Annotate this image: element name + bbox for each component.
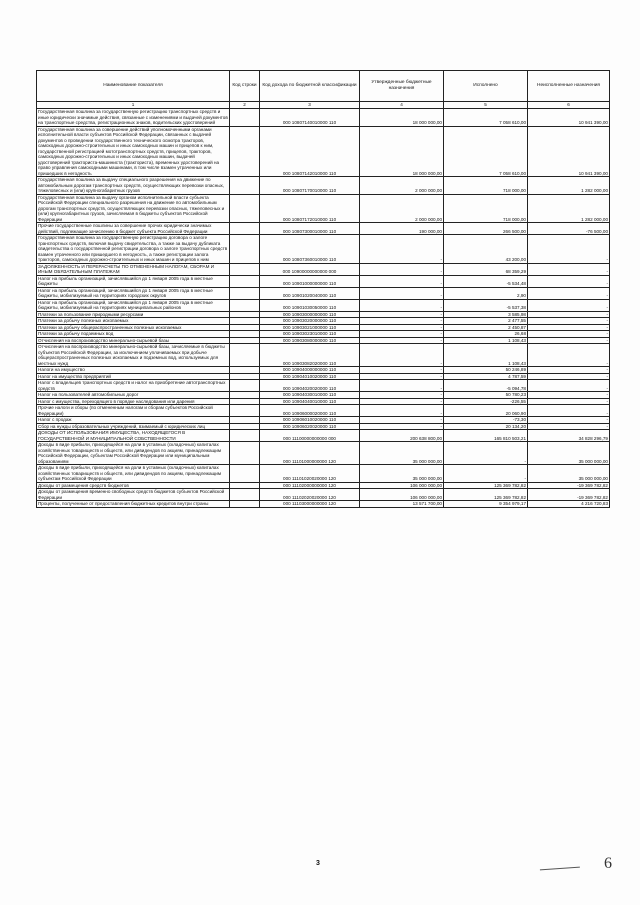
row-name: Сбор на нужды образовательных учреждений, взимаемый с юридических лиц <box>37 423 230 430</box>
row-approved: - <box>360 367 444 374</box>
row-unexecuted: - <box>528 324 610 331</box>
row-budget-code: 000 10807142010000 110 <box>260 126 360 177</box>
table-row <box>37 489 610 501</box>
row-executed: 125 369 782,82 <box>444 482 528 489</box>
row-approved: - <box>360 392 444 399</box>
row-unexecuted: - <box>528 263 610 275</box>
table-row <box>37 275 610 287</box>
row-executed: 1 108,43 <box>444 344 528 367</box>
row-name: Платежи за добычу подземных вод <box>37 331 230 338</box>
row-line-code <box>230 430 260 442</box>
row-executed: - <box>444 465 528 483</box>
table-row <box>37 380 610 392</box>
table-row <box>37 337 610 344</box>
row-budget-code: 000 10904000000000 110 <box>260 367 360 374</box>
row-line-code <box>230 223 260 235</box>
row-unexecuted: -19 369 782,82 <box>528 482 610 489</box>
row-line-code <box>230 380 260 392</box>
row-approved: - <box>360 263 444 275</box>
row-budget-code: 000 10903082020000 110 <box>260 344 360 367</box>
row-approved: 35 000 000,00 <box>360 442 444 465</box>
row-budget-code: 000 10901020040000 110 <box>260 287 360 299</box>
row-name: Государственная пошлина за государственную регистрацию транспортных средств и иные юридически значимые действия, связанные с изменениями и выдачей документов на транспортные средства, регистрационных знаков, водительских удостоверений <box>38 109 228 125</box>
handwritten-mark: 6 <box>604 855 612 872</box>
row-unexecuted: 1 282 000,00 <box>528 177 610 195</box>
row-executed: -226,55 <box>444 398 528 405</box>
row-unexecuted: -19 369 782,82 <box>528 489 610 501</box>
column-index: 2 <box>230 102 260 109</box>
row-unexecuted: - <box>528 423 610 430</box>
row-approved: - <box>360 235 444 264</box>
row-budget-code: 000 10807170010000 110 <box>260 177 360 195</box>
table-row <box>37 311 610 318</box>
row-budget-code: 000 11101020020000 120 <box>260 465 360 483</box>
row-budget-code: 000 10906020020000 110 <box>260 423 360 430</box>
row-budget-code: 000 10904030010000 110 <box>260 392 360 399</box>
header-line-code: Код строки <box>230 71 260 102</box>
budget-table <box>36 70 610 508</box>
row-unexecuted: - <box>528 337 610 344</box>
row-line-code <box>230 275 260 287</box>
row-budget-code: 000 11101000000000 120 <box>260 442 360 465</box>
column-index: 1 <box>37 102 230 109</box>
row-approved: - <box>360 287 444 299</box>
row-budget-code: 000 11100000000000 000 <box>260 430 360 442</box>
column-index: 3 <box>260 102 360 109</box>
row-approved: 190 000,00 <box>360 223 444 235</box>
row-executed: 50 246,89 <box>444 367 528 374</box>
row-executed: -5 094,78 <box>444 380 528 392</box>
row-budget-code: 000 10807140010000 110 <box>260 109 360 127</box>
row-name: Налог на прибыль организаций, зачислявшийся до 1 января 2005 года в местные бюджеты <box>37 275 230 287</box>
row-name: Государственная пошлина за государственную регистрацию договора о залоге транспортных средств, включая выдачу свидетельства, а также за выдачу дубликата свидетельства о государственной регистрации договора о залоге транспортных средств взамен утраченного или пришедшего в негодность, а также регистрации залога тракторов, самоходных дорожно-строительных и иных машин и прицепов к ним <box>37 235 230 264</box>
row-name: ДОХОДЫ ОТ ИСПОЛЬЗОВАНИЯ ИМУЩЕСТВА, НАХОДЯЩЕГОСЯ В ГОСУДАРСТВЕННОЙ И МУНИЦИПАЛЬНОЙ СОБСТВЕННОСТИ <box>37 430 230 442</box>
row-unexecuted: - <box>528 380 610 392</box>
row-approved: - <box>360 331 444 338</box>
row-approved: 2 000 000,00 <box>360 194 444 223</box>
row-unexecuted: - <box>528 287 610 299</box>
row-approved: - <box>360 380 444 392</box>
row-name: Проценты, полученные от предоставления бюджетных кредитов внутри страны <box>37 501 230 508</box>
row-unexecuted: 4 216 720,83 <box>528 501 610 508</box>
row-line-code <box>230 405 260 417</box>
row-budget-code: 000 11103000000000 120 <box>260 501 360 508</box>
row-approved: - <box>360 299 444 311</box>
table-row <box>37 324 610 331</box>
row-line-code <box>230 465 260 483</box>
row-unexecuted: 10 941 390,00 <box>528 126 610 177</box>
row-executed: 2 450,87 <box>444 324 528 331</box>
table-row <box>37 318 610 325</box>
row-unexecuted: - <box>528 318 610 325</box>
row-approved: - <box>360 398 444 405</box>
row-approved: 106 000 000,00 <box>360 489 444 501</box>
row-line-code <box>230 299 260 311</box>
row-executed: 20 134,20 <box>444 423 528 430</box>
row-name: Налог на прибыль организаций, зачислявшийся до 1 января 2005 года в местные бюджеты, мобилизуемый на территориях муниципальных районов <box>37 299 230 311</box>
row-approved: - <box>360 405 444 417</box>
row-approved: 2 000 000,00 <box>360 177 444 195</box>
row-approved: 18 000 000,00 <box>360 126 444 177</box>
row-line-code <box>230 109 260 127</box>
row-unexecuted: - <box>528 398 610 405</box>
row-executed: 266 500,00 <box>444 223 528 235</box>
row-approved: 200 638 800,00 <box>360 430 444 442</box>
row-approved: - <box>360 318 444 325</box>
row-executed: 7 058 610,00 <box>444 126 528 177</box>
row-name: Налог с продаж <box>37 417 230 424</box>
row-budget-code: 000 10807172010000 110 <box>260 194 360 223</box>
row-executed: 2,90 <box>444 287 528 299</box>
header-executed: Исполнено <box>444 71 528 102</box>
header-approved: Утвержденные бюджетные назначения <box>360 71 444 102</box>
row-unexecuted: - <box>528 299 610 311</box>
row-budget-code: 000 10807360010000 110 <box>260 235 360 264</box>
row-name: Платежи за добычу общераспространенных полезных ископаемых <box>37 324 230 331</box>
row-approved: 18 000 000,00 <box>360 109 444 127</box>
row-unexecuted: 34 828 296,79 <box>528 430 610 442</box>
row-budget-code: 000 11102020020000 120 <box>260 489 360 501</box>
row-line-code <box>230 235 260 264</box>
row-unexecuted: - <box>528 373 610 380</box>
row-approved: - <box>360 311 444 318</box>
row-budget-code: 000 11102000000000 120 <box>260 482 360 489</box>
row-unexecuted: - <box>528 392 610 399</box>
row-executed: -73,30 <box>444 417 528 424</box>
row-approved: - <box>360 423 444 430</box>
row-name: Отчисления на воспроизводство минерально-сырьевой базы <box>37 337 230 344</box>
header-budget-code: Код дохода по бюджетной классификации <box>260 71 360 102</box>
row-line-code <box>230 177 260 195</box>
table-row <box>37 392 610 399</box>
row-unexecuted: - <box>528 405 610 417</box>
row-unexecuted: - <box>528 344 610 367</box>
row-name: Налог на прибыль организаций, зачислявшийся до 1 января 2005 года в местные бюджеты, мобилизуемый на территориях городских округов <box>37 287 230 299</box>
row-budget-code: 000 10901000000000 110 <box>260 275 360 287</box>
row-name: Платежи за добычу полезных ископаемых <box>37 318 230 325</box>
row-executed: 7 058 610,00 <box>444 109 528 127</box>
row-approved: - <box>360 337 444 344</box>
row-approved: 13 571 700,00 <box>360 501 444 508</box>
row-executed: 20 060,90 <box>444 405 528 417</box>
header-unexecuted: Неисполненные назначения <box>528 71 610 102</box>
row-unexecuted: - <box>528 331 610 338</box>
table-row <box>37 109 610 127</box>
table-row <box>37 398 610 405</box>
row-unexecuted: - <box>528 311 610 318</box>
row-budget-code: 000 10904040010000 110 <box>260 398 360 405</box>
row-name: Налог с имущества, переходящего в порядке наследования или дарения <box>37 398 230 405</box>
column-index: 4 <box>360 102 444 109</box>
row-budget-code: 000 10903080000000 110 <box>260 337 360 344</box>
table-row <box>37 482 610 489</box>
row-name: Налоги на имущество <box>37 367 230 374</box>
row-name: Платежи за пользование природными ресурсами <box>37 311 230 318</box>
row-executed: 68 359,29 <box>444 263 528 275</box>
row-executed: 9 354 979,17 <box>444 501 528 508</box>
row-approved: - <box>360 344 444 367</box>
row-unexecuted: - <box>528 367 610 374</box>
row-unexecuted: - <box>528 417 610 424</box>
row-executed: 4 787,59 <box>444 373 528 380</box>
row-executed: 165 810 503,21 <box>444 430 528 442</box>
table-row <box>37 465 610 483</box>
table-row <box>37 126 610 177</box>
row-approved: 106 000 000,00 <box>360 482 444 489</box>
row-executed: 3 585,98 <box>444 311 528 318</box>
row-line-code <box>230 287 260 299</box>
row-executed: 125 369 782,82 <box>444 489 528 501</box>
row-budget-code: 000 10906010020000 110 <box>260 417 360 424</box>
row-line-code <box>230 344 260 367</box>
row-budget-code: 000 10903023010000 110 <box>260 331 360 338</box>
row-budget-code: 000 10900000000000 000 <box>260 263 360 275</box>
signature-stroke <box>540 867 580 874</box>
row-approved: - <box>360 275 444 287</box>
row-approved: - <box>360 417 444 424</box>
row-executed: 718 000,00 <box>444 194 528 223</box>
row-name: Прочие налоги и сборы (по отмененным налогам и сборам субъектов Российской Федерации) <box>37 405 230 417</box>
row-executed: 50 780,23 <box>444 392 528 399</box>
row-executed: -5 537,38 <box>444 299 528 311</box>
table-row <box>37 501 610 508</box>
row-approved: - <box>360 324 444 331</box>
row-name: Государственная пошлина за совершение действий уполномоченными органами исполнительной власти субъектов Российской Федерации, связанных с выдачей документов о проведении государственного технического осмотра тракторов, самоходных дорожно-строительных и иных самоходных машин и прицепов к ним, государственной регистрацией мототранспортных средств, прицепов, тракторов, самоходных дорожно-строительных и иных самоходных машин, выдачей удостоверений тракториста-машиниста (тракториста), временных удостоверений на право управления самоходными машинами, в том числе взамен утраченных или пришедших в негодность <box>37 126 230 177</box>
table-row <box>37 263 610 275</box>
row-approved: 35 000 000,00 <box>360 465 444 483</box>
row-name: Доходы в виде прибыли, приходящейся на доли в уставных (складочных) капиталах хозяйственных товариществ и обществ, или дивидендов по акциям, принадлежащим Российской Федерации, субъектам Российской Федерации или муниципальным образованиям <box>37 442 230 465</box>
row-name: ЗАДОЛЖЕННОСТЬ И ПЕРЕРАСЧЕТЫ ПО ОТМЕНЕННЫМ НАЛОГАМ, СБОРАМ И ИНЫМ ОБЯЗАТЕЛЬНЫМ ПЛАТЕЖАМ <box>37 263 230 275</box>
row-name: Доходы от размещения временно свободных средств бюджетов субъектов Российской Федерации <box>37 489 230 501</box>
table-row <box>37 423 610 430</box>
row-budget-code: 000 10901030050000 110 <box>260 299 360 311</box>
row-budget-code: 000 10903021000000 110 <box>260 324 360 331</box>
column-index-row <box>37 102 610 109</box>
row-name: Доходы в виде прибыли, приходящейся на доли в уставных (складочных) капиталах хозяйственных товариществ и обществ, или дивидендов по акциям, принадлежащим субъектам Российской Федерации <box>37 465 230 483</box>
row-unexecuted: 35 000 000,00 <box>528 442 610 465</box>
row-executed: -5 534,48 <box>444 275 528 287</box>
table-row <box>37 299 610 311</box>
row-executed: 43 200,00 <box>444 235 528 264</box>
row-unexecuted: 1 282 000,00 <box>528 194 610 223</box>
row-unexecuted: - <box>528 275 610 287</box>
row-budget-code: 000 10807300010000 110 <box>260 223 360 235</box>
row-line-code <box>230 489 260 501</box>
row-budget-code: 000 10906000020000 110 <box>260 405 360 417</box>
table-row <box>37 223 610 235</box>
column-index: 6 <box>528 102 610 109</box>
row-budget-code: 000 10903000000000 110 <box>260 311 360 318</box>
row-line-code <box>230 263 260 275</box>
row-approved: - <box>360 373 444 380</box>
table-row <box>37 287 610 299</box>
row-executed: 26,68 <box>444 331 528 338</box>
row-line-code <box>230 501 260 508</box>
row-unexecuted: 10 941 390,00 <box>528 109 610 127</box>
row-unexecuted: 35 000 000,00 <box>528 465 610 483</box>
table-row <box>37 344 610 367</box>
row-name: Доходы от размещения средств бюджетов <box>37 482 230 489</box>
table-row <box>37 235 610 264</box>
row-name: Налог на пользователей автомобильных дорог <box>37 392 230 399</box>
table-row <box>37 442 610 465</box>
row-budget-code: 000 10904020020000 110 <box>260 380 360 392</box>
row-unexecuted: -76 500,00 <box>528 223 610 235</box>
row-unexecuted: - <box>528 235 610 264</box>
column-index: 5 <box>444 102 528 109</box>
table-row <box>37 177 610 195</box>
row-name: Налог с владельцев транспортных средств и налог на приобретение автотранспортных средств <box>37 380 230 392</box>
row-name: Налог на имущество предприятий <box>37 373 230 380</box>
row-budget-code: 000 10903020000000 110 <box>260 318 360 325</box>
row-executed: - <box>444 442 528 465</box>
table-header-row <box>37 71 610 102</box>
table-row <box>37 430 610 442</box>
row-executed: 718 000,00 <box>444 177 528 195</box>
row-name: Государственная пошлина за выдачу органом исполнительной власти субъекта Российской Федерации специального разрешения на движение по автомобильным дорогам транспортных средств, осуществляющих перевозки опасных, тяжеловесных и (или) крупногабаритных грузов, зачисляемая в бюджеты субъектов Российской Федерации <box>37 194 230 223</box>
row-line-code <box>230 126 260 177</box>
header-name: Наименование показателя <box>37 71 230 102</box>
row-line-code <box>230 442 260 465</box>
row-executed: 1 108,43 <box>444 337 528 344</box>
row-line-code <box>230 194 260 223</box>
row-name: Государственная пошлина за выдачу специального разрешения на движение по автомобильным дорогам транспортных средств, осуществляющих перевозки опасных, тяжеловесных и (или) крупногабаритных грузов <box>37 177 230 195</box>
table-row <box>37 405 610 417</box>
page-number: 3 <box>316 860 320 867</box>
row-name: Прочие государственные пошлины за совершение прочих юридически значимых действий, подлежащие зачислению в бюджет субъекта Российской Федерации <box>37 223 230 235</box>
table-row <box>37 194 610 223</box>
row-budget-code: 000 10904010020000 110 <box>260 373 360 380</box>
row-name: Отчисления на воспроизводство минерально-сырьевой базы, зачисляемые в бюджеты субъектов Российской Федерации, за исключением уплачиваемых при добыче общераспространенных полезных ископаемых и подземных вод, используемых для местных нужд <box>37 344 230 367</box>
row-executed: 2 477,55 <box>444 318 528 325</box>
